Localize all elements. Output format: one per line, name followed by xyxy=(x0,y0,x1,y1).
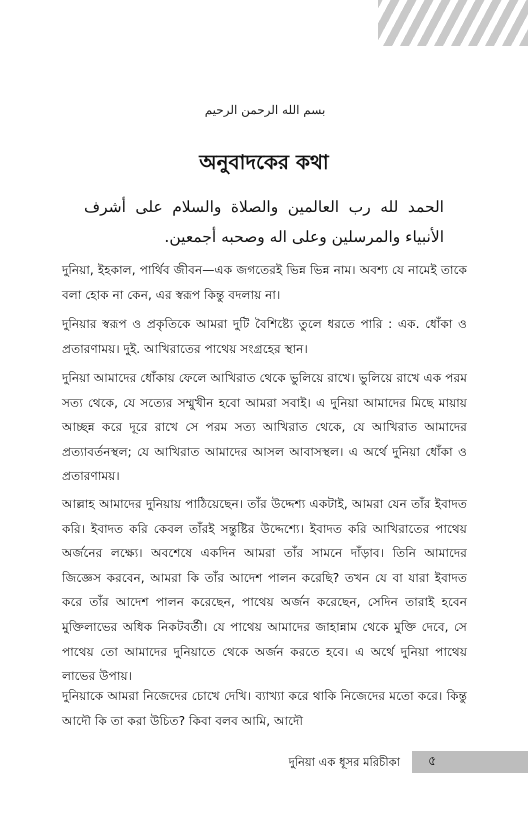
paragraph-2: দুনিয়ার স্বরূপ ও প্রকৃতিকে আমরা দুটি বৈশিষ্ট্যে তুলে ধরতে পারি : এক. ধোঁকা ও প্রতারণাময়। দুই. আখিরাতের পাথেয় সংগ্রহের স্থান। xyxy=(62,317,467,356)
page-title: অনুবাদকের কথা xyxy=(199,150,329,174)
running-footer-title: দুনিয়া এক ধূসর মরিচীকা xyxy=(288,755,400,769)
arabic-opening-text: الحمد لله رب العالمين والصلاة والسلام على أشرف الأنبياء والمرسلين وعلى اله وصحبه أجمعين. xyxy=(84,198,444,246)
page-number: ৫ xyxy=(412,751,528,773)
paragraph-3: দুনিয়া আমাদের ধোঁকায় ফেলে আখিরাত থেকে ভুলিয়ে রাখে। ভুলিয়ে রাখে এক পরম সত্য থেকে, যে সত্যের সম্মুখীন হবো আমরা সবাই। এ দুনিয়া আমাদের মিছে মায়ায় আচ্ছন্ন করে দূরে রাখে সে পরম সত্য আখিরাত থেকে, যে আখিরাত আমাদের প্রত্যাবর্তনস্থল; যে আখিরাত আমাদের আসল আবাসস্থল। এ অর্থে দুনিয়া ধোঁকা ও প্রতারণাময়। xyxy=(62,371,467,484)
bismillah-calligraphy: بسم الله الرحمن الرحيم xyxy=(204,103,326,117)
paragraph-5: দুনিয়াকে আমরা নিজেদের চোখে দেখি। ব্যাখ্যা করে থাকি নিজেদের মতো করে। কিন্তু আদৌ কি তা করা উচিত? কিবা বলব আমি, আদৌ xyxy=(62,689,467,728)
paragraph-4: আল্লাহ আমাদের দুনিয়ায় পাঠিয়েছেন। তাঁর উদ্দেশ্য একটাই, আমরা যেন তাঁর ইবাদত করি। ইবাদত করি কেবল তাঁরই সন্তুষ্টির উদ্দেশ্যে। ইবাদত করি আখিরাতের পাথেয় অর্জনের লক্ষ্যে। অবশেষে একদিন আমরা তাঁর সামনে দাঁড়াব। তিনি আমাদের জিজ্ঞেস করবেন, আমরা কি তাঁর আদেশ পালন করেছি? তখন যে বা যারা ইবাদত করে তাঁর আদেশ পালন করেছেন, পাথেয় অর্জন করেছেন, সেদিন তারাই হবেন মুক্তিলাভের অধিক নিকটবর্তী। যে পাথেয় আমাদের জাহান্নাম থেকে মুক্তি দেবে, সে পাথেয় তো আমাদের দুনিয়াতে থেকে অর্জন করতে হবে। এ অর্থে দুনিয়া পাথেয় লাভের উপায়। xyxy=(62,497,467,684)
paragraph-1: দুনিয়া, ইহকাল, পার্থিব জীবন—এক জগতেরই ভিন্ন ভিন্ন নাম। অবশ্য যে নামেই তাকে বলা হোক না কেন, এর স্বরূপ কিন্তু বদলায় না। xyxy=(62,263,467,302)
corner-stripes-decoration xyxy=(378,0,528,46)
